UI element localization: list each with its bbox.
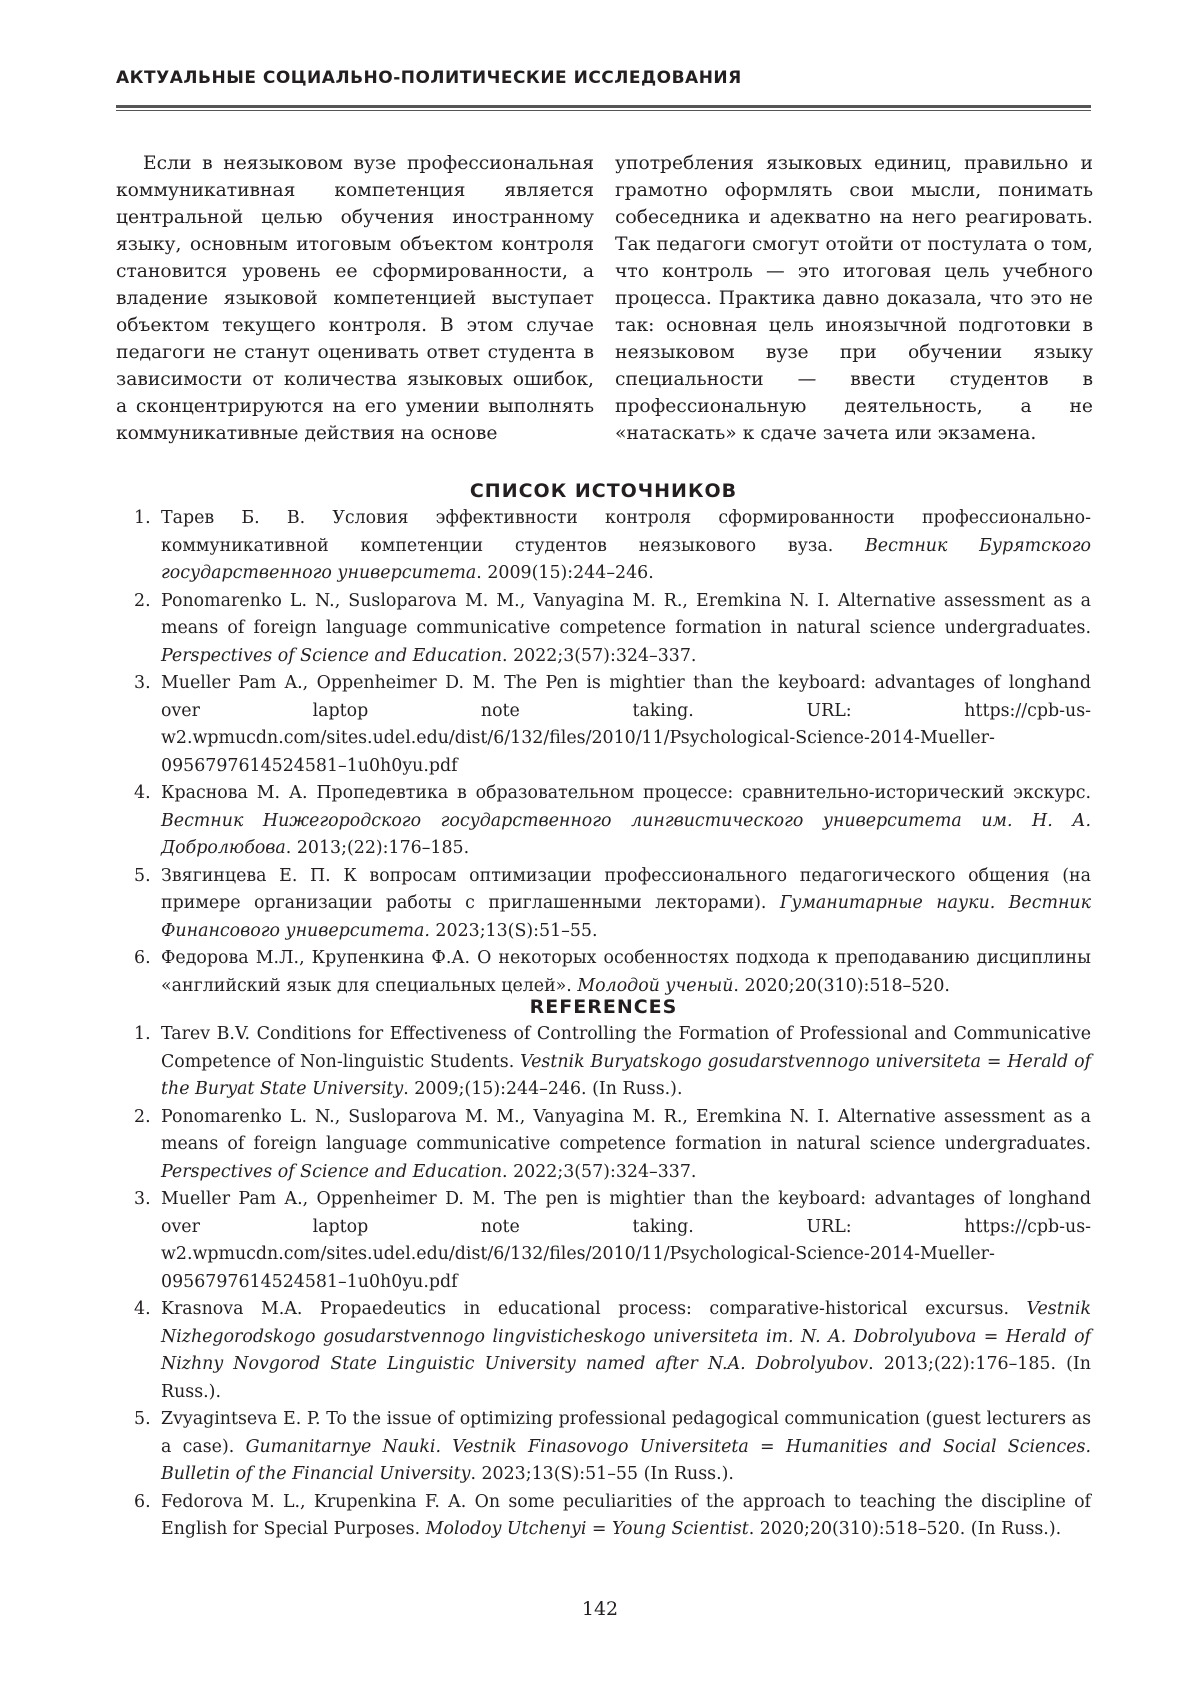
- reference-text: Ponomarenko L. N., Susloparova M. M., Vanyagina M. R., Eremkina N. I. Alternative assessment as a means of foreign language communicative competence formation in natural science undergraduates.: [161, 1107, 1091, 1155]
- page-number: 142: [0, 1598, 1200, 1620]
- body-column-left: [116, 150, 594, 447]
- source-number: 3.: [134, 670, 151, 698]
- header-rule-thin: [116, 110, 1091, 111]
- reference-item: [116, 1021, 1091, 1104]
- source-tail: . 2013;(22):176–185.: [286, 838, 469, 858]
- reference-text: Krasnova M.A. Propaedeutics in educational process: comparative-historical excursus.: [161, 1299, 1027, 1319]
- source-tail: . 2022;3(57):324–337.: [502, 646, 696, 666]
- references-heading: REFERENCES: [116, 996, 1091, 1018]
- source-number: 1.: [134, 505, 151, 533]
- reference-number: 6.: [134, 1489, 151, 1517]
- sources-heading: СПИСОК ИСТОЧНИКОВ: [116, 480, 1091, 502]
- running-header: АКТУАЛЬНЫЕ СОЦИАЛЬНО-ПОЛИТИЧЕСКИЕ ИССЛЕДОВАНИЯ: [116, 68, 742, 88]
- source-item: [116, 780, 1091, 863]
- reference-tail: . 2023;13(S):51–55 (In Russ.).: [470, 1464, 734, 1484]
- source-tail: . 2009(15):244–246.: [476, 563, 653, 583]
- reference-tail: . 2009;(15):244–246. (In Russ.).: [403, 1079, 682, 1099]
- source-text: Звягинцева Е. П. К вопросам оптимизации профессионального педагогического общения (на примере организации работы с приглашенными лекторами).: [161, 866, 1091, 914]
- source-number: 6.: [134, 945, 151, 973]
- source-journal: Молодой ученый: [577, 976, 733, 996]
- source-text: Тарев Б. В. Условия эффективности контроля сформированности профессионально-коммуникативной компетенции студентов неязыкового вуза.: [161, 508, 1091, 556]
- reference-item: [116, 1186, 1091, 1296]
- source-tail: 2023;13(S):51–55.: [430, 921, 598, 941]
- body-paragraph: Если в неязыковом вузе профессиональная коммуникативная компетенция является центральной целью обучения иностранному языку, основным итоговым объектом контроля становится уровень ее сформированности, а владение языковой компетенцией выступает объектом текущего контроля. В этом случае педагоги не станут оценивать ответ студента в зависимости от количества языковых ошибок, а сконцентрируются на его умении выполнять коммуникативные действия на основе: [116, 150, 594, 447]
- reference-number: 5.: [134, 1406, 151, 1434]
- source-item: [116, 505, 1091, 588]
- sources-list: [116, 505, 1091, 1000]
- reference-journal: Gumanitarnye Nauki. Vestnik Finasovogo Universiteta = Humanities and Social Sciences. Bulletin of the Financial University: [161, 1437, 1091, 1485]
- reference-item: [116, 1489, 1091, 1544]
- source-text: Mueller Pam A., Oppenheimer D. M. The Pen is mightier than the keyboard: advantages of longhand over laptop note taking. URL: https://cpb-us-w2.wpmucdn.com/sites.udel.edu/dist/6/132/files/2010/11/Psychological-Science-2014-Mueller-0956797614524581–1u0h0yu.pdf: [161, 673, 1091, 776]
- reference-item: [116, 1406, 1091, 1489]
- reference-number: 1.: [134, 1021, 151, 1049]
- source-text: Краснова М. А. Пропедевтика в образовательном процессе: сравнительно-исторический экскурс.: [161, 783, 1091, 803]
- reference-number: 4.: [134, 1296, 151, 1324]
- reference-journal: Vestnik Nizhegorodskogo gosudarstvennogo lingvisticheskogo universiteta im. N. A. Dobrolyubova = Herald of Nizhny Novgorod State Linguistic University named after N.A. Dobrolyubov: [161, 1299, 1091, 1374]
- reference-text: Mueller Pam A., Oppenheimer D. M. The pen is mightier than the keyboard: advantages of longhand over laptop note taking. URL: https://cpb-us-w2.wpmucdn.com/sites.udel.edu/dist/6/132/files/2010/11/Psychological-Science-2014-Mueller-0956797614524581–1u0h0yu.pdf: [161, 1189, 1091, 1292]
- source-number: 5.: [134, 863, 151, 891]
- source-item: [116, 945, 1091, 1000]
- reference-journal: Vestnik Buryatskogo gosudarstvennogo universiteta = Herald of the Buryat State University: [161, 1052, 1091, 1100]
- source-journal: Вестник Бурятского государственного университета: [161, 536, 1091, 584]
- source-item: [116, 588, 1091, 671]
- reference-number: 3.: [134, 1186, 151, 1214]
- reference-text: Zvyagintseva E. P. To the issue of optimizing professional pedagogical communication (guest lecturers as a case).: [161, 1409, 1091, 1457]
- reference-item: [116, 1104, 1091, 1187]
- source-number: 2.: [134, 588, 151, 616]
- reference-tail: . 2022;3(57):324–337.: [502, 1162, 696, 1182]
- body-column-right: [615, 150, 1093, 447]
- source-journal: Perspectives of Science and Education: [161, 646, 502, 666]
- header-rule-thick: [116, 105, 1091, 108]
- source-tail: . 2020;20(310):518–520.: [733, 976, 950, 996]
- reference-journal: Molodoy Utchenyi = Young Scientist: [426, 1519, 749, 1539]
- reference-tail: . 2013;(22):176–185. (In Russ.).: [161, 1354, 1091, 1402]
- reference-item: [116, 1296, 1091, 1406]
- source-number: 4.: [134, 780, 151, 808]
- reference-number: 2.: [134, 1104, 151, 1132]
- reference-text: Fedorova M. L., Krupenkina F. A. On some peculiarities of the approach to teaching the discipline of English for Special Purposes.: [161, 1492, 1091, 1540]
- references-list: [116, 1021, 1091, 1544]
- source-journal: Вестник Нижегородского государственного лингвистического университета им. Н. А. Добролюбова: [161, 811, 1091, 859]
- source-item: [116, 670, 1091, 780]
- reference-tail: . 2020;20(310):518–520. (In Russ.).: [749, 1519, 1061, 1539]
- body-paragraph: употребления языковых единиц, правильно и грамотно оформлять свои мысли, понимать собеседника и адекватно на него реагировать. Так педагоги смогут отойти от постулата о том, что контроль — это итоговая цель учебного процесса. Практика давно доказала, что это не так: основная цель иноязычной подготовки в неязыковом вузе при обучении языку специальности — ввести студентов в профессиональную деятельность, а не «натаскать» к сдаче зачета или экзамена.: [615, 150, 1093, 447]
- reference-journal: Perspectives of Science and Education: [161, 1162, 502, 1182]
- source-journal: Гуманитарные науки. Вестник Финансового университета.: [161, 893, 1091, 941]
- source-text: Федорова М.Л., Крупенкина Ф.А. О некоторых особенностях подхода к преподаванию дисциплины «английский язык для специальных целей».: [161, 948, 1091, 996]
- source-item: [116, 863, 1091, 946]
- source-text: Ponomarenko L. N., Susloparova M. M., Vanyagina M. R., Eremkina N. I. Alternative assessment as a means of foreign language communicative competence formation in natural science undergraduates.: [161, 591, 1091, 639]
- reference-text: Tarev B.V. Conditions for Effectiveness of Controlling the Formation of Professional and Communicative Competence of Non-linguistic Students.: [161, 1024, 1091, 1072]
